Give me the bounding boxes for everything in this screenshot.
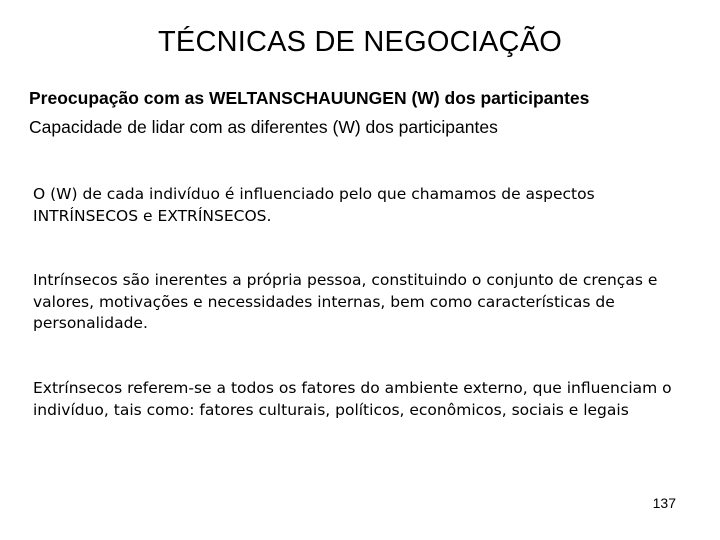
bold-subtitle: Preocupação com as WELTANSCHAUUNGEN (W) dos participantes — [29, 88, 590, 108]
slide-title: TÉCNICAS DE NEGOCIAÇÃO — [157, 26, 562, 58]
subtitle: Capacidade de lidar com as diferentes (W) dos participantes — [29, 117, 498, 137]
paragraph-extrinsic: Extrínsecos referem-se a todos os fatores do ambiente externo, que influenciam o indivíduo, tais como: fatores culturais, políticos, econômicos, sociais e legais — [33, 379, 672, 419]
page-number: 137 — [652, 495, 676, 511]
paragraph-w-aspects: O (W) de cada indivíduo é influenciado pelo que chamamos de aspectos INTRÍNSECOS e EXTRÍNSECOS. — [33, 185, 595, 225]
paragraph-intrinsic: Intrínsecos são inerentes a própria pessoa, constituindo o conjunto de crenças e valores, motivações e necessidades internas, bem como características de personalidade. — [33, 271, 658, 332]
